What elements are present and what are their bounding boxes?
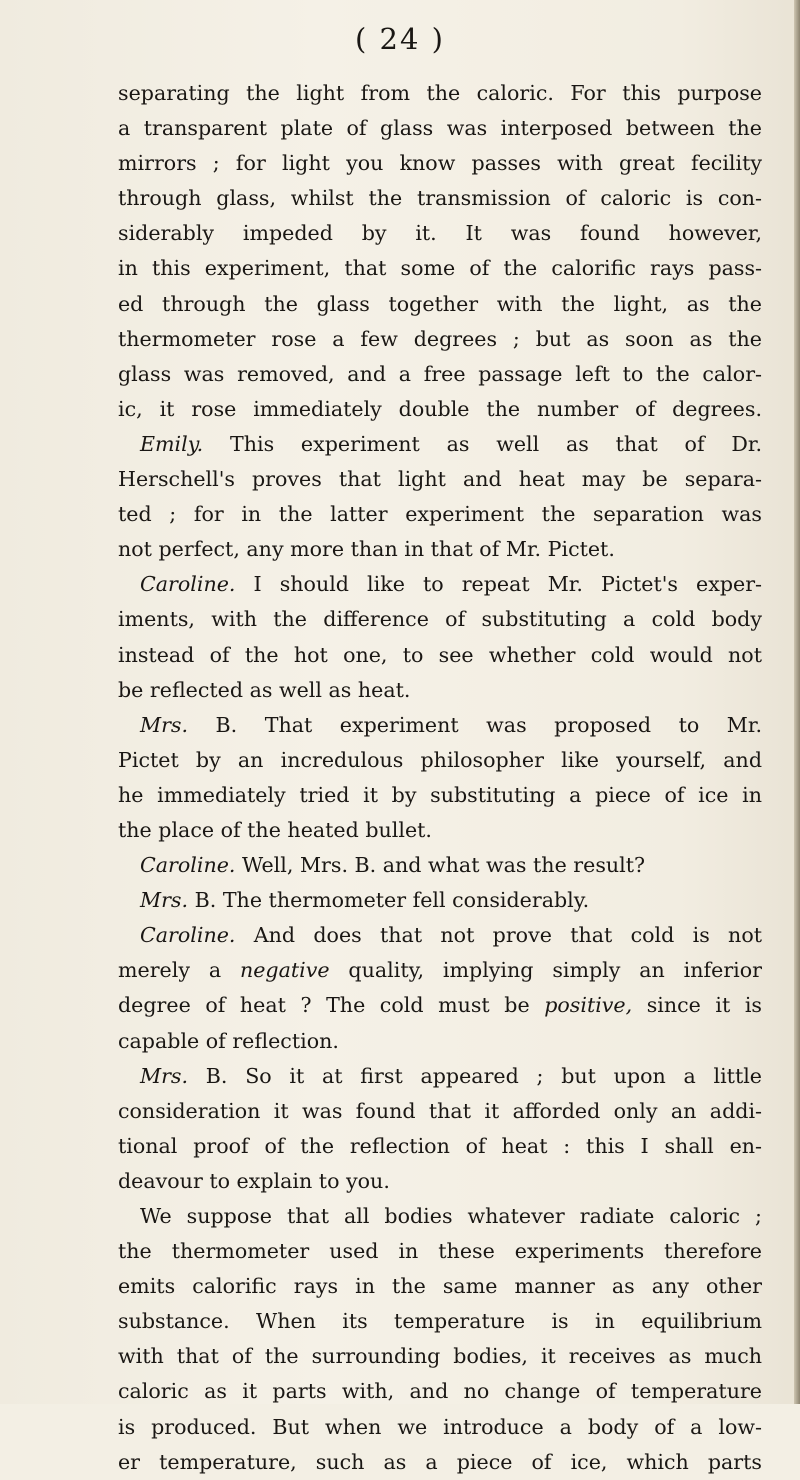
text-segment: in this experiment, that some of the calorific rays pass- xyxy=(118,256,762,281)
text-line xyxy=(118,813,762,848)
text-segment: quality, implying simply an inferior xyxy=(329,958,762,983)
text-segment: the thermometer used in these experiments therefore xyxy=(118,1239,762,1264)
text-segment: through glass, whilst the transmission of caloric is con- xyxy=(118,186,762,211)
text-line xyxy=(118,357,762,392)
text-line xyxy=(118,1234,762,1269)
text-line xyxy=(118,708,762,743)
page-number-header: ( 24 ) xyxy=(355,22,445,56)
text-line xyxy=(118,1374,762,1409)
text-line xyxy=(118,848,762,883)
text-segment: the place of the heated bullet. xyxy=(118,817,432,842)
text-segment: thermometer rose a few degrees ; but as soon as the xyxy=(118,326,762,351)
text-line xyxy=(118,1094,762,1129)
text-line xyxy=(118,1129,762,1164)
italic-text: Caroline. xyxy=(140,923,236,948)
text-segment: be reflected as well as heat. xyxy=(118,677,411,702)
text-line xyxy=(118,251,762,286)
text-segment: degree of heat ? The cold must be xyxy=(118,993,545,1018)
text-segment: capable of reflection. xyxy=(118,1028,339,1053)
text-line xyxy=(118,497,762,532)
text-segment: caloric as it parts with, and no change of temperature xyxy=(118,1379,762,1404)
text-line xyxy=(118,918,762,953)
italic-text: positive, xyxy=(544,993,633,1018)
text-line xyxy=(118,1304,762,1339)
text-segment: This experiment as well as that of Dr. xyxy=(203,431,762,456)
page-edge xyxy=(794,0,800,1404)
text-line xyxy=(118,427,762,462)
text-line xyxy=(118,1059,762,1094)
text-segment: Pictet by an incredulous philosopher like yourself, and xyxy=(118,747,762,772)
text-line xyxy=(118,111,762,146)
text-segment: tional proof of the reflection of heat : this I shall en- xyxy=(118,1133,762,1158)
italic-text: negative xyxy=(239,958,330,983)
text-segment: deavour to explain to you. xyxy=(118,1168,390,1193)
text-line xyxy=(118,146,762,181)
text-segment: We suppose that all bodies whatever radiate caloric ; xyxy=(140,1204,762,1228)
text-line xyxy=(118,988,762,1023)
text-segment: Well, Mrs. B. and what was the result? xyxy=(235,853,646,878)
text-line xyxy=(118,181,762,216)
text-segment: B. The thermometer fell considerably. xyxy=(188,888,590,913)
text-segment: B. That experiment was proposed to Mr. xyxy=(188,712,762,737)
text-segment: he immediately tried it by substituting a piece of ice in xyxy=(118,782,762,807)
text-line xyxy=(118,1445,762,1480)
italic-text: Caroline. xyxy=(140,572,236,597)
text-line xyxy=(118,322,762,357)
italic-text: Mrs. xyxy=(140,888,189,913)
text-line xyxy=(118,1164,762,1199)
text-segment: ed through the glass together with the light, as the xyxy=(118,291,762,316)
text-line xyxy=(118,743,762,778)
text-segment: is produced. But when we introduce a body of a low- xyxy=(118,1414,762,1439)
text-segment: B. So it at first appeared ; but upon a little xyxy=(188,1063,762,1088)
text-line xyxy=(118,287,762,322)
text-line xyxy=(118,638,762,673)
text-line xyxy=(118,532,762,567)
text-line xyxy=(118,1024,762,1059)
text-segment: er temperature, such as a piece of ice, which parts xyxy=(118,1449,762,1474)
text-segment: not perfect, any more than in that of Mr. Pictet. xyxy=(118,537,615,562)
text-line xyxy=(118,216,762,251)
text-segment: ic, it rose immediately double the number of degrees. xyxy=(118,396,762,421)
text-segment: substance. When its temperature is in equilibrium xyxy=(118,1309,762,1334)
text-segment: emits calorific rays in the same manner as any other xyxy=(118,1274,762,1299)
text-line xyxy=(118,1339,762,1374)
italic-text: Emily. xyxy=(140,431,204,456)
text-segment: merely a xyxy=(118,958,240,983)
text-segment: glass was removed, and a free passage left to the calor- xyxy=(118,361,762,386)
text-line xyxy=(118,953,762,988)
text-segment: consideration it was found that it afforded only an addi- xyxy=(118,1098,762,1123)
text-segment: with that of the surrounding bodies, it receives as much xyxy=(118,1344,762,1369)
text-line xyxy=(118,1269,762,1304)
text-segment: siderably impeded by it. It was found however, xyxy=(118,221,762,246)
italic-text: Caroline. xyxy=(140,853,236,878)
text-line xyxy=(118,673,762,708)
italic-text: Mrs. xyxy=(140,1063,189,1088)
text-segment: Herschell's proves that light and heat may be separa- xyxy=(118,467,762,492)
text-line xyxy=(118,602,762,637)
italic-text: Mrs. xyxy=(140,712,189,737)
text-segment: mirrors ; for light you know passes with great fecility xyxy=(118,151,762,176)
text-segment: a transparent plate of glass was interposed between the xyxy=(118,116,762,141)
text-line xyxy=(118,392,762,427)
text-line xyxy=(118,778,762,813)
text-segment: I should like to repeat Mr. Pictet's exper- xyxy=(235,572,762,597)
text-segment: instead of the hot one, to see whether cold would not xyxy=(118,642,762,667)
text-line xyxy=(118,567,762,602)
text-line xyxy=(118,1410,762,1445)
text-line xyxy=(118,462,762,497)
body-text xyxy=(118,76,762,1480)
text-line xyxy=(118,883,762,918)
text-segment: separating the light from the caloric. For this purpose xyxy=(118,81,762,105)
text-line xyxy=(118,1199,762,1234)
text-line xyxy=(118,76,762,111)
text-segment: ted ; for in the latter experiment the separation was xyxy=(118,502,762,527)
text-segment: And does that not prove that cold is not xyxy=(235,923,762,948)
text-segment: iments, with the difference of substituting a cold body xyxy=(118,607,762,632)
text-segment: since it is xyxy=(632,993,763,1018)
